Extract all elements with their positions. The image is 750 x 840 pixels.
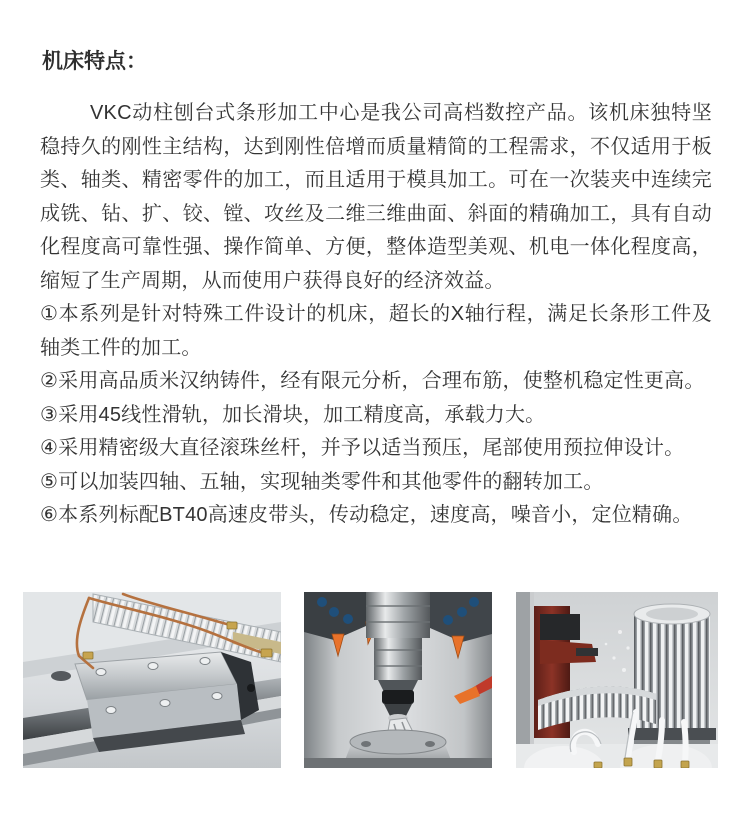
linear-guide-rail-photo bbox=[23, 592, 281, 768]
product-photos-row bbox=[0, 592, 750, 768]
page-title: 机床特点： bbox=[42, 50, 147, 73]
intro-paragraph: VKC动柱刨台式条形加工中心是我公司高档数控产品。该机床独特坚稳持久的刚性主结构，达到刚性倍增而质量精简的工程需求，不仅适用于板类、轴类、精密零件的加工，而且适用于模具加工。可在一次装夹中连续完成铣、钻、扩、铰、镗、攻丝及二维三维曲面、斜面的精确加工，具有自动化程度高可靠性强、操作简单、方便，整体造型美观、机电一体化程度高，缩短了生产周期，从而使用户获得良好的经济效益。 bbox=[40, 102, 712, 292]
feature-item-1: ①本系列是针对特殊工件设计的机床，超长的X轴行程，满足长条形工件及轴类工件的加工。 bbox=[40, 303, 712, 359]
feature-item-6: ⑥本系列标配BT40高速皮带头，传动稳定，速度高，噪音小，定位精确。 bbox=[40, 504, 693, 526]
feature-item-2: ②采用高品质米汉纳铸件，经有限元分析，合理布筋，使整机稳定性更高。 bbox=[40, 370, 705, 392]
feature-item-5: ⑤可以加装四轴、五轴，实现轴类零件和其他零件的翻转加工。 bbox=[40, 470, 604, 493]
feature-item-4: ④采用精密级大直径滚珠丝杆，并予以适当预压，尾部使用预拉伸设计。 bbox=[40, 437, 685, 459]
feature-item-3: ③采用45线性滑轨，加长滑块，加工精度高，承载力大。 bbox=[40, 403, 546, 426]
spindle-machining-photo bbox=[304, 592, 492, 768]
gear-drive-photo bbox=[516, 592, 718, 768]
